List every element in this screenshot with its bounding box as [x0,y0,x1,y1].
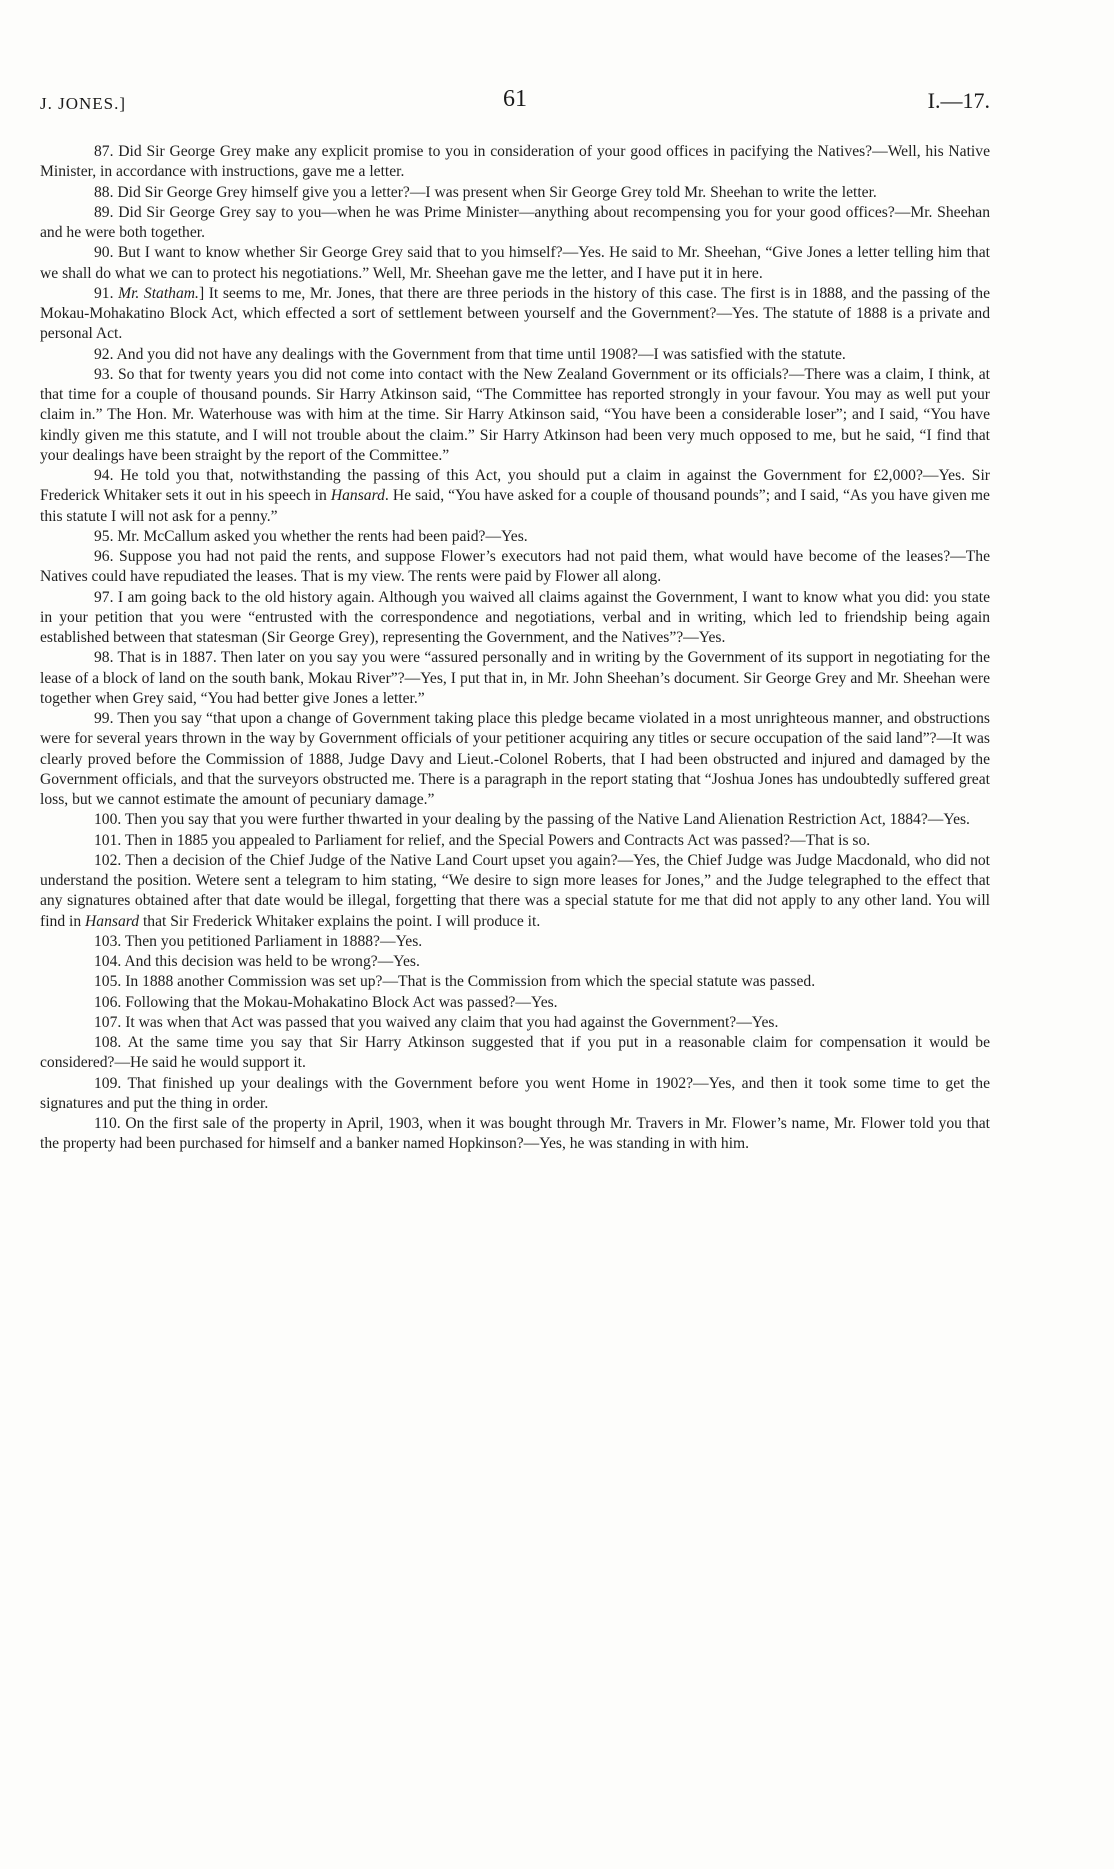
question-105: 105. In 1888 another Commission was set up?—That is the Commission from which the special statute was passed. [94,973,816,991]
question-98: 98. That is in 1887. Then later on you say you were “assured personally and in writing by the Government of its support in negotiating for the lease of a block of land on the south bank, Mokau River”?—Yes, I put that in, in Mr. John Sheehan’s document. Sir George Grey and Mr. Sheehan were together when Grey said, “You had better give Jones a letter.” [40,649,990,707]
document-reference: I.—17. [927,88,990,113]
witness-name-header: J. JONES.] [40,94,127,113]
question-94: 94. He told you that, notwithstanding the passing of this Act, you should put a claim in against the Government for £2,000?—Yes. Sir Frederick Whitaker sets it out in his speech in Hansard. He said, “You have asked for a couple of thousand pounds”; and I said, “As you have given me this statute I will not ask for a penny.” [40,467,990,525]
question-106: 106. Following that the Mokau-Mohakatino Block Act was passed?—Yes. [94,993,558,1011]
question-99: 99. Then you say “that upon a change of Government taking place this pledge became violated in a most unrighteous manner, and obstructions were for several years thrown in the way by Government officials of your petitioner acquiring any titles or secure occupation of the said land”?—It was clearly proved before the Commission of 1888, Judge Davy and Lieut.-Colonel Roberts, that I had been obstructed and injured and damaged by the Government officials, and that the surveyors obstructed me. There is a paragraph in the report stating that “Joshua Jones has undoubtedly suffered great loss, but we cannot estimate the amount of pecuniary damage.” [40,710,990,808]
question-103: 103. Then you petitioned Parliament in 1888?—Yes. [94,932,423,950]
question-107: 107. It was when that Act was passed that you waived any claim that you had against the Government?—Yes. [94,1013,779,1031]
question-87: 87. Did Sir George Grey make any explicit promise to you in consideration of your good offices in pacifying the Natives?—Well, his Native Minister, in accordance with instructions, gave me a letter. [40,143,990,181]
question-97: 97. I am going back to the old history again. Although you waived all claims against the Government, I want to know what you did: you state in your petition that you were “entrusted with the correspondence and negotiations, verbal and in writing, which led to friendship being again established between that statesman (Sir George Grey), representing the Government, and the Natives”?—Yes. [40,588,990,646]
question-91: 91. Mr. Statham.] It seems to me, Mr. Jones, that there are three periods in the history of this case. The first is in 1888, and the passing of the Mokau-Mohakatino Block Act, which effected a sort of settlement between yourself and the Government?—Yes. The statute of 1888 is a private and personal Act. [40,284,991,343]
question-89: 89. Did Sir George Grey say to you—when he was Prime Minister—anything about recompensing you for your good offices?—Mr. Sheehan and he were both together. [40,203,990,241]
question-92: 92. And you did not have any dealings with the Government from that time until 1908?—I was satisfied with the statute. [94,345,846,363]
question-108: 108. At the same time you say that Sir Harry Atkinson suggested that if you put in a reasonable claim for compensation it would be considered?—He said he would support it. [40,1034,990,1072]
question-110: 110. On the first sale of the property in April, 1903, when it was bought through Mr. Travers in Mr. Flower’s name, Mr. Flower told you that the property had been purchased for himself and a banker named Hopkinson?—Yes, he was standing in with him. [40,1115,990,1153]
question-102: 102. Then a decision of the Chief Judge of the Native Land Court upset you again?—Yes, the Chief Judge was Judge Macdonald, who did not understand the position. Wetere sent a telegram to him stating, “We desire to sign more leases for Jones,” and the Judge telegraphed to the effect that any signatures obtained after that date would be illegal, forgetting that there was a special statute for me that did not apply to any other land. You will find in Hansard that Sir Frederick Whitaker explains the point. I will produce it. [40,851,990,930]
document-body [40,142,990,1155]
question-101: 101. Then in 1885 you appealed to Parliament for relief, and the Special Powers and Contracts Act was passed?—That is so. [94,831,871,849]
question-96: 96. Suppose you had not paid the rents, and suppose Flower’s executors had not paid them, what would have become of the leases?—The Natives could have repudiated the leases. That is my view. The rents were paid by Flower all along. [40,548,990,586]
page-header [40,86,990,122]
question-95: 95. Mr. McCallum asked you whether the rents had been paid?—Yes. [94,527,528,545]
hansard-reference: Hansard [330,487,385,505]
question-104: 104. And this decision was held to be wrong?—Yes. [94,953,420,970]
question-109: 109. That finished up your dealings with the Government before you went Home in 1902?—Yes, and then it took some time to get the signatures and put the thing in order. [40,1074,990,1112]
question-93: 93. So that for twenty years you did not come into contact with the New Zealand Government or its officials?—There was a claim, I think, at that time for a couple of thousand pounds. Sir Harry Atkinson said, “The Committee has reported strongly in your favour. You may as well put your claim in.” The Hon. Mr. Waterhouse was with him at the time. Sir Harry Atkinson said, “You have been a considerable loser”; and I said, “You have kindly given me this statute, and I will not trouble about the claim.” Sir Harry Atkinson had been very much opposed to me, but he said, “I find that your dealings have been straight by the report of the Committee.” [40,365,990,464]
page-number: 61 [503,86,527,112]
question-100: 100. Then you say that you were further thwarted in your dealing by the passing of the Native Land Alienation Restriction Act, 1884?—Yes. [94,811,970,829]
hansard-reference: Hansard [85,912,140,930]
speaker-name: Mr. Statham. [118,284,199,302]
question-88: 88. Did Sir George Grey himself give you a letter?—I was present when Sir George Grey told Mr. Sheehan to write the letter. [94,183,877,201]
question-90: 90. But I want to know whether Sir George Grey said that to you himself?—Yes. He said to Mr. Sheehan, “Give Jones a letter telling him that we shall do what we can to protect his negotiations.” Well, Mr. Sheehan gave me the letter, and I have put it in here. [40,244,990,282]
